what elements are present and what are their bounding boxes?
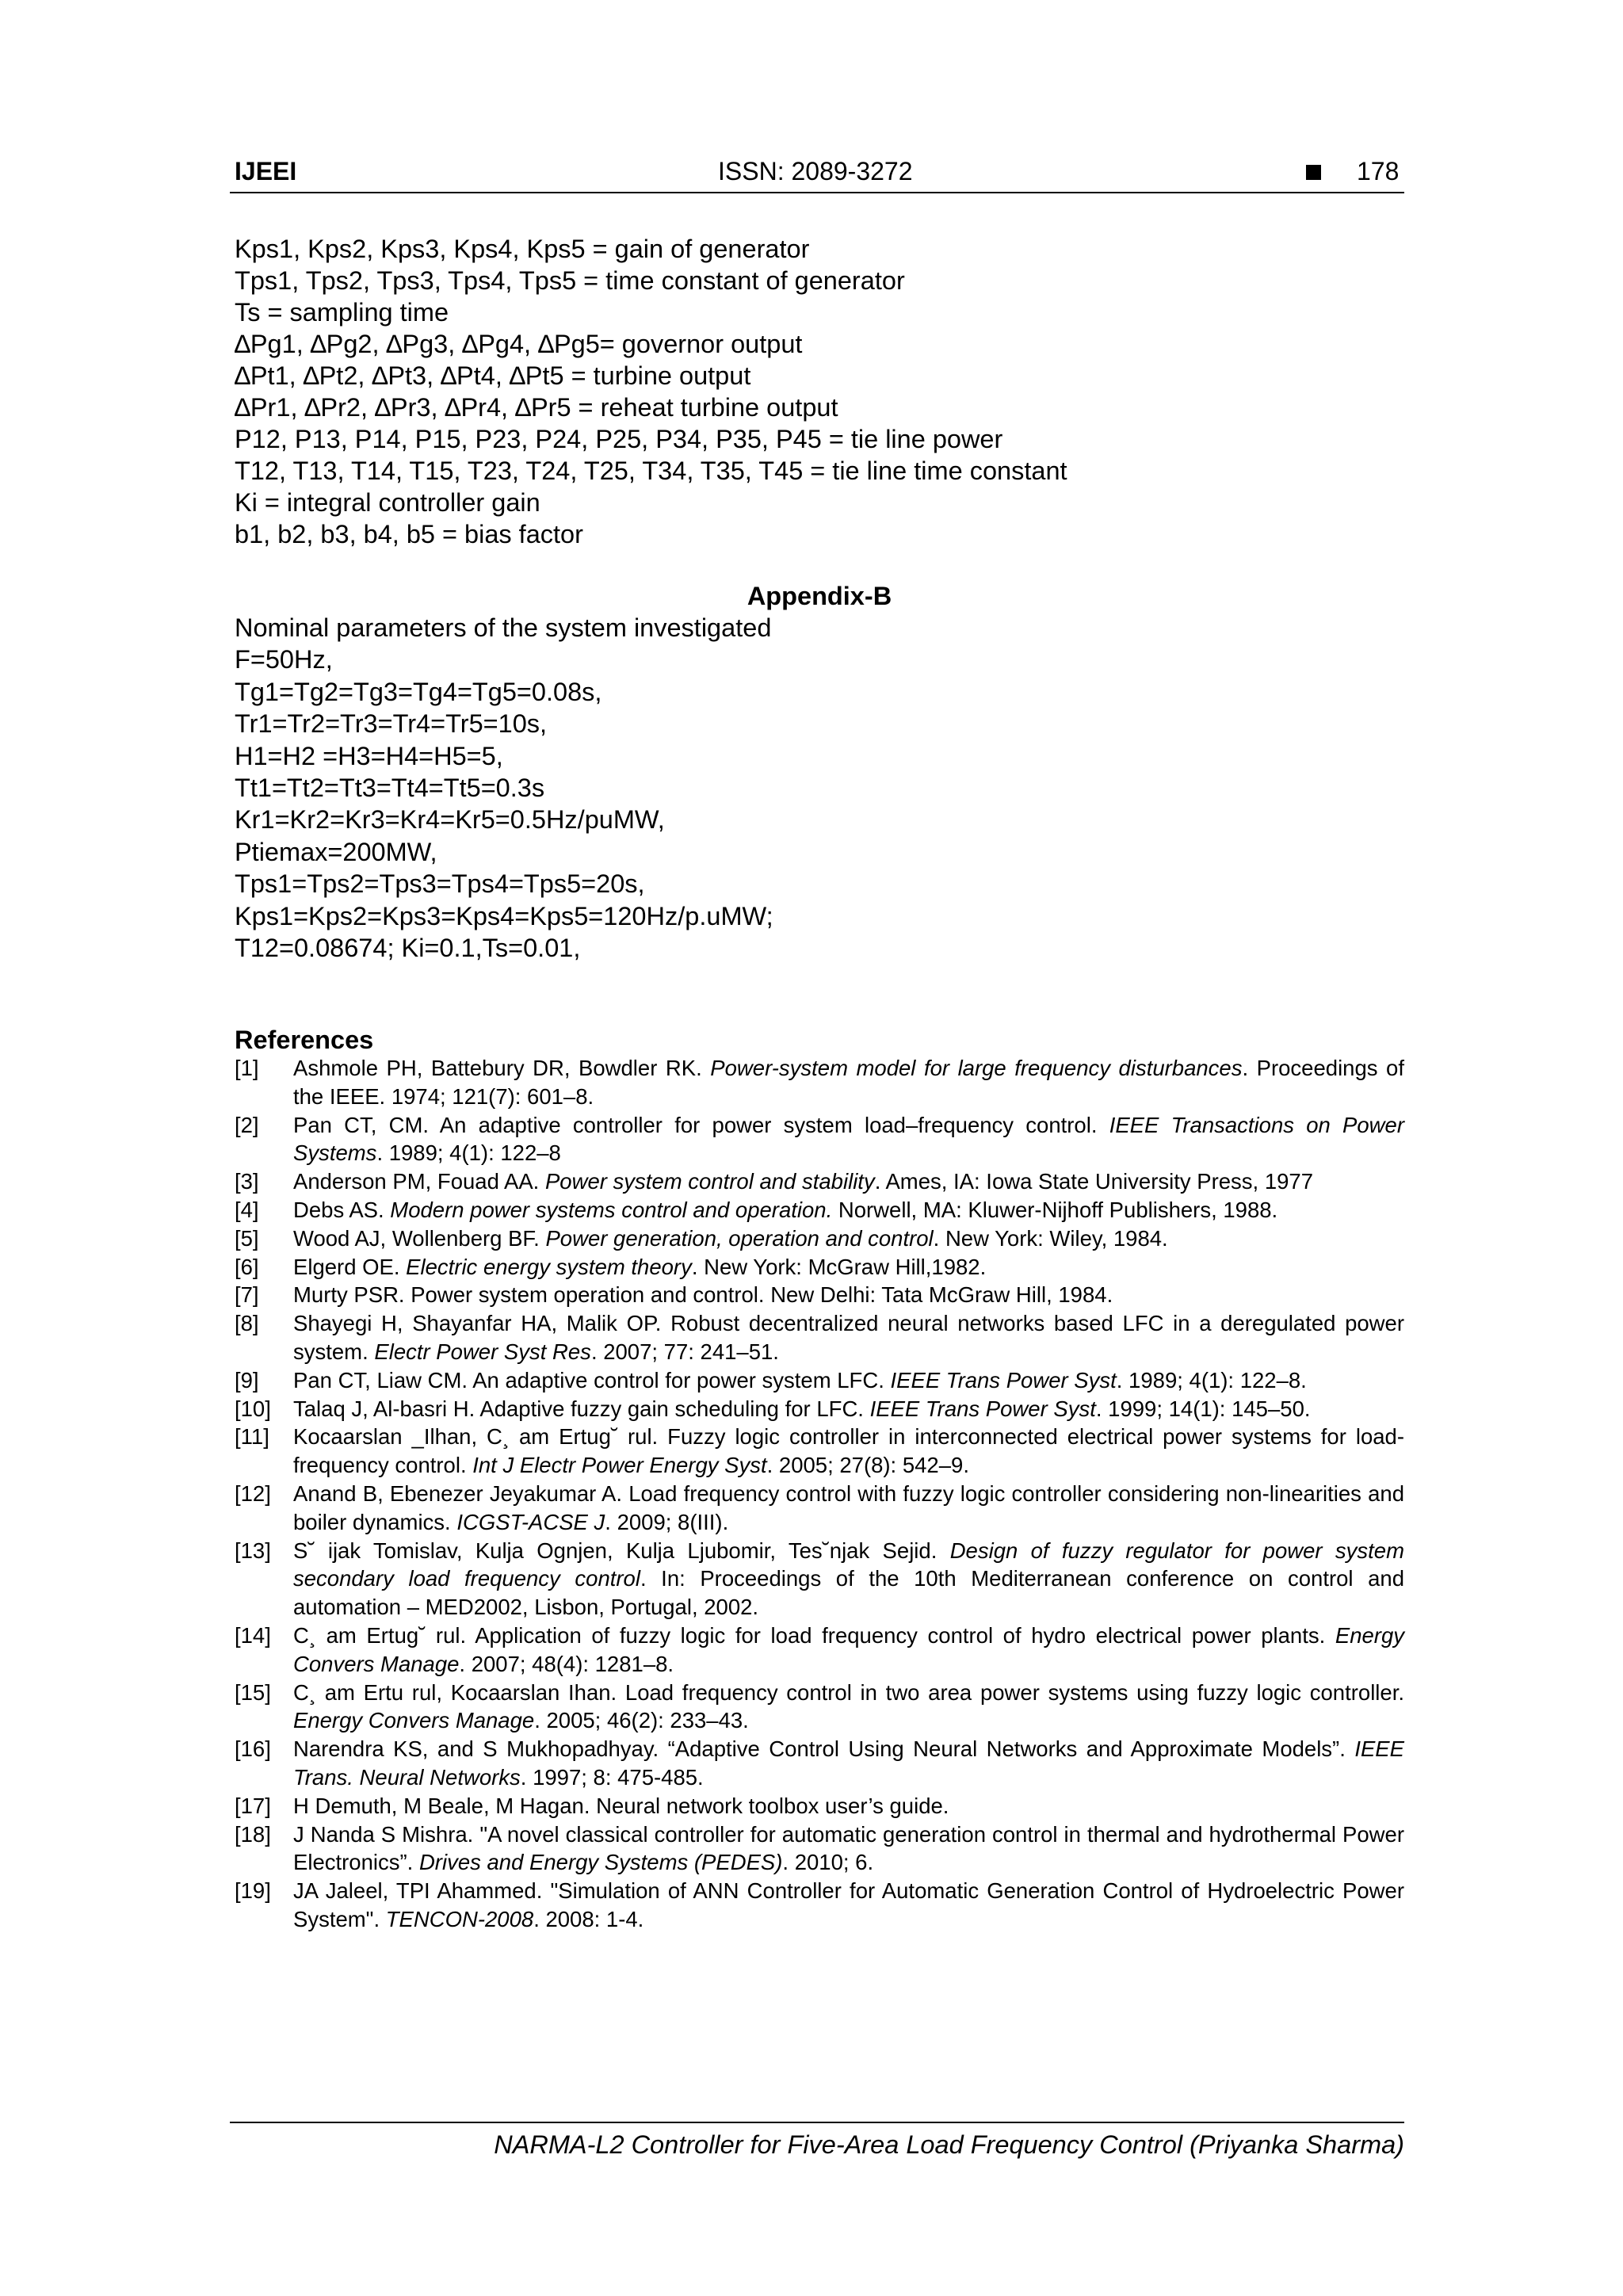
reference-number: [10] xyxy=(235,1396,271,1421)
reference-text-plain: Elgerd OE. xyxy=(293,1254,407,1279)
reference-text-italic: Energy Convers Manage xyxy=(293,1622,1404,1676)
reference-text-plain: . Proceedings of the IEEE. 1974; 121(7): 601–8. xyxy=(293,1056,1404,1109)
reference-number: [16] xyxy=(235,1736,271,1762)
reference-item xyxy=(235,1480,1404,1537)
reference-text xyxy=(293,1281,1404,1309)
reference-number: [9] xyxy=(235,1367,259,1392)
reference-text-plain: C¸ am Ertu rul, Kocaarslan Ihan. Load frequency control in two area power systems using fuzzy logic controller. xyxy=(293,1679,1404,1705)
reference-text-plain: . 2010; 6. xyxy=(782,1850,874,1875)
reference-text-plain: . 2007; 77: 241–51. xyxy=(590,1339,779,1364)
reference-text-italic: Modern power systems control and operation. xyxy=(390,1197,833,1222)
reference-item xyxy=(235,1196,1404,1224)
reference-item xyxy=(235,1111,1404,1168)
reference-text-plain: Wood AJ, Wollenberg BF. xyxy=(293,1225,546,1251)
reference-item xyxy=(235,1537,1404,1622)
reference-text xyxy=(293,1366,1404,1395)
reference-text-plain: H Demuth, M Beale, M Hagan. Neural network toolbox user’s guide. xyxy=(293,1793,949,1818)
reference-item xyxy=(235,1622,1404,1679)
reference-number: [11] xyxy=(235,1424,269,1450)
reference-text-plain: JA Jaleel, TPI Ahammed. "Simulation of ANN Controller for Automatic Generation Control of Hydroelectric Power System". xyxy=(293,1878,1404,1931)
nomenclature-line: T12, T13, T14, T15, T23, T24, T25, T34, T35, T45 = tie line time constant xyxy=(235,457,1067,485)
reference-text xyxy=(293,1111,1404,1168)
reference-text xyxy=(293,1253,1404,1282)
reference-number: [7] xyxy=(235,1282,259,1308)
reference-text xyxy=(293,1224,1404,1253)
reference-text-plain: Murty PSR. Power system operation and control. New Delhi: Tata McGraw Hill, 1984. xyxy=(293,1282,1113,1308)
reference-text-italic: Energy Convers Manage xyxy=(293,1708,535,1733)
nomenclature-line: Ki = integral controller gain xyxy=(235,488,540,517)
reference-item xyxy=(235,1281,1404,1309)
reference-text-plain: . 2007; 48(4): 1281–8. xyxy=(459,1651,674,1676)
reference-text-plain: . 2005; 46(2): 233–43. xyxy=(534,1708,749,1733)
reference-text xyxy=(293,1196,1404,1224)
journal-name: IJEEI xyxy=(235,157,297,185)
appendix-line: F=50Hz, xyxy=(235,645,333,674)
reference-text-plain: Norwell, MA: Kluwer-Nijhoff Publishers, 1988. xyxy=(832,1197,1278,1222)
references-list xyxy=(235,1054,1404,1934)
reference-item xyxy=(235,1820,1404,1878)
reference-text-plain: . New York: Wiley, 1984. xyxy=(933,1225,1168,1251)
reference-text-italic: Design of fuzzy regulator for power system secondary load frequency control xyxy=(293,1538,1404,1591)
reference-text-italic: Int J Electr Power Energy Syst xyxy=(472,1453,767,1478)
reference-text-plain: Pan CT, Liaw CM. An adaptive control for power system LFC. xyxy=(293,1367,891,1392)
appendix-line: H1=H2 =H3=H4=H5=5, xyxy=(235,741,503,770)
reference-number: [15] xyxy=(235,1679,271,1705)
reference-item xyxy=(235,1395,1404,1423)
reference-item xyxy=(235,1423,1404,1480)
reference-text-italic: Electric energy system theory xyxy=(406,1254,692,1279)
nomenclature-line: b1, b2, b3, b4, b5 = bias factor xyxy=(235,520,583,548)
appendix-line: Tr1=Tr2=Tr3=Tr4=Tr5=10s, xyxy=(235,709,548,739)
appendix-line: Kr1=Kr2=Kr3=Kr4=Kr5=0.5Hz/puMW, xyxy=(235,805,665,835)
reference-item xyxy=(235,1253,1404,1282)
reference-item xyxy=(235,1309,1404,1366)
header-rule xyxy=(230,192,1404,193)
reference-text-plain: Ashmole PH, Battebury DR, Bowdler RK. xyxy=(293,1056,711,1080)
page-number: 178 xyxy=(1357,157,1400,185)
reference-text xyxy=(293,1423,1404,1480)
appendix-line: Tt1=Tt2=Tt3=Tt4=Tt5=0.3s xyxy=(235,774,545,803)
reference-text-plain: J Nanda S Mishra. "A novel classical controller for automatic generation control in thermal and hydrothermal Power Electronics”. xyxy=(293,1821,1404,1875)
appendix-line: Kps1=Kps2=Kps3=Kps4=Kps5=120Hz/p.uMW; xyxy=(235,901,773,930)
nomenclature-line: Kps1, Kps2, Kps3, Kps4, Kps5 = gain of generator xyxy=(235,235,810,263)
reference-number: [6] xyxy=(235,1254,259,1279)
reference-text xyxy=(293,1537,1404,1622)
nomenclature-line: ∆Pt1, ∆Pt2, ∆Pt3, ∆Pt4, ∆Pt5 = turbine output xyxy=(235,361,751,390)
reference-text-plain: . 1999; 14(1): 145–50. xyxy=(1095,1396,1311,1421)
reference-text-plain: . 1997; 8: 475-485. xyxy=(520,1764,704,1790)
reference-text-plain: Anderson PM, Fouad AA. xyxy=(293,1169,545,1194)
reference-item xyxy=(235,1167,1404,1196)
reference-text xyxy=(293,1679,1404,1736)
reference-number: [14] xyxy=(235,1622,271,1648)
reference-item xyxy=(235,1366,1404,1395)
reference-item xyxy=(235,1679,1404,1736)
reference-text-plain: Narendra KS, and S Mukhopadhyay. “Adaptive Control Using Neural Networks and Approximate Models”. xyxy=(293,1736,1355,1762)
appendix-line: Tg1=Tg2=Tg3=Tg4=Tg5=0.08s, xyxy=(235,677,602,706)
reference-item xyxy=(235,1735,1404,1792)
nomenclature-line: ∆Pr1, ∆Pr2, ∆Pr3, ∆Pr4, ∆Pr5 = reheat turbine output xyxy=(235,393,838,422)
reference-text xyxy=(293,1820,1404,1878)
reference-text-plain: . 2008: 1-4. xyxy=(533,1906,644,1931)
reference-item xyxy=(235,1054,1404,1111)
reference-text-italic: IEEE Trans Power Syst xyxy=(890,1367,1117,1392)
reference-text xyxy=(293,1735,1404,1792)
reference-text-plain: Kocaarslan _Ilhan, C¸ am Ertug˘ rul. Fuzzy logic controller in interconnected electrical power systems for load-frequency control. xyxy=(293,1424,1404,1478)
reference-text-plain: . 1989; 4(1): 122–8. xyxy=(1116,1367,1307,1392)
reference-text-italic: Drives and Energy Systems (PEDES) xyxy=(418,1850,783,1875)
nomenclature-list xyxy=(235,233,1067,550)
reference-number: [4] xyxy=(235,1197,259,1222)
reference-text-plain: . Ames, IA: Iowa State University Press, 1977 xyxy=(874,1169,1313,1194)
reference-text-italic: IEEE Trans. Neural Networks xyxy=(293,1736,1404,1790)
reference-item xyxy=(235,1224,1404,1253)
reference-text xyxy=(293,1480,1404,1537)
reference-number: [17] xyxy=(235,1793,271,1818)
appendix-line: Ptiemax=200MW, xyxy=(235,837,437,866)
reference-number: [5] xyxy=(235,1225,259,1251)
square-bullet-icon xyxy=(1306,165,1321,180)
reference-number: [1] xyxy=(235,1056,259,1080)
reference-text xyxy=(293,1877,1404,1934)
reference-number: [13] xyxy=(235,1538,271,1563)
reference-text xyxy=(293,1622,1404,1679)
reference-text-italic: IEEE Transactions on Power Systems xyxy=(293,1112,1404,1166)
reference-text-plain: . In: Proceedings of the 10th Mediterranean conference on control and automation – MED2002, Lisbon, Portugal, 2002. xyxy=(293,1566,1404,1620)
references-title: References xyxy=(235,1026,374,1054)
reference-text-plain: C¸ am Ertug˘ rul. Application of fuzzy logic for load frequency control of hydro electrical power plants. xyxy=(293,1622,1335,1648)
reference-text-plain: . 1989; 4(1): 122–8 xyxy=(376,1140,561,1166)
reference-number: [3] xyxy=(235,1169,259,1194)
reference-text-italic: ICGST-ACSE J xyxy=(456,1509,605,1534)
appendix-title: Appendix-B xyxy=(747,582,892,610)
reference-text-plain: Pan CT, CM. An adaptive controller for power system load–frequency control. xyxy=(293,1112,1109,1137)
reference-text-italic: IEEE Trans Power Syst xyxy=(869,1396,1096,1421)
reference-text xyxy=(293,1395,1404,1423)
reference-item xyxy=(235,1792,1404,1820)
appendix-line: Tps1=Tps2=Tps3=Tps4=Tps5=20s, xyxy=(235,869,645,899)
footer-rule xyxy=(230,2122,1404,2123)
reference-text-italic: Power system control and stability xyxy=(544,1169,875,1194)
nomenclature-line: P12, P13, P14, P15, P23, P24, P25, P34, P35, P45 = tie line power xyxy=(235,425,1003,453)
reference-text-italic: TENCON-2008 xyxy=(385,1906,534,1931)
reference-number: [2] xyxy=(235,1112,259,1137)
reference-text-plain: . 2005; 27(8): 542–9. xyxy=(766,1453,969,1478)
nomenclature-line: Tps1, Tps2, Tps3, Tps4, Tps5 = time constant of generator xyxy=(235,266,905,295)
reference-text xyxy=(293,1309,1404,1366)
appendix-line: Nominal parameters of the system investigated xyxy=(235,613,772,642)
reference-text-plain: . New York: McGraw Hill,1982. xyxy=(691,1254,987,1279)
reference-text-plain: Talaq J, Al-basri H. Adaptive fuzzy gain scheduling for LFC. xyxy=(293,1396,870,1421)
reference-number: [18] xyxy=(235,1821,271,1847)
reference-text-plain: Anand B, Ebenezer Jeyakumar A. Load frequency control with fuzzy logic controller considering non-linearities and boiler dynamics. xyxy=(293,1480,1404,1534)
reference-text-italic: Power generation, operation and control xyxy=(545,1225,934,1251)
reference-text xyxy=(293,1054,1404,1111)
reference-number: [19] xyxy=(235,1878,271,1904)
appendix-parameters xyxy=(235,612,773,964)
nomenclature-line: ∆Pg1, ∆Pg2, ∆Pg3, ∆Pg4, ∆Pg5= governor output xyxy=(235,330,803,358)
reference-text-italic: Power-system model for large frequency disturbances xyxy=(710,1056,1243,1080)
reference-number: [12] xyxy=(235,1480,271,1506)
reference-item xyxy=(235,1877,1404,1934)
appendix-line: T12=0.08674; Ki=0.1,Ts=0.01, xyxy=(235,934,581,963)
running-footer: NARMA-L2 Controller for Five-Area Load Frequency Control (Priyanka Sharma) xyxy=(494,2130,1404,2159)
issn: ISSN: 2089-3272 xyxy=(718,157,913,185)
reference-text-plain: Shayegi H, Shayanfar HA, Malik OP. Robust decentralized neural networks based LFC in a deregulated power system. xyxy=(293,1311,1404,1364)
reference-text-italic: Electr Power Syst Res xyxy=(374,1339,591,1364)
reference-text-plain: Debs AS. xyxy=(293,1197,391,1222)
nomenclature-line: Ts = sampling time xyxy=(235,298,449,327)
reference-number: [8] xyxy=(235,1311,259,1336)
reference-text-plain: . 2009; 8(III). xyxy=(605,1509,729,1534)
reference-text-plain: S˘ ijak Tomislav, Kulja Ognjen, Kulja Ljubomir, Tes˘njak Sejid. xyxy=(293,1538,950,1563)
reference-text xyxy=(293,1792,1404,1820)
reference-text xyxy=(293,1167,1404,1196)
